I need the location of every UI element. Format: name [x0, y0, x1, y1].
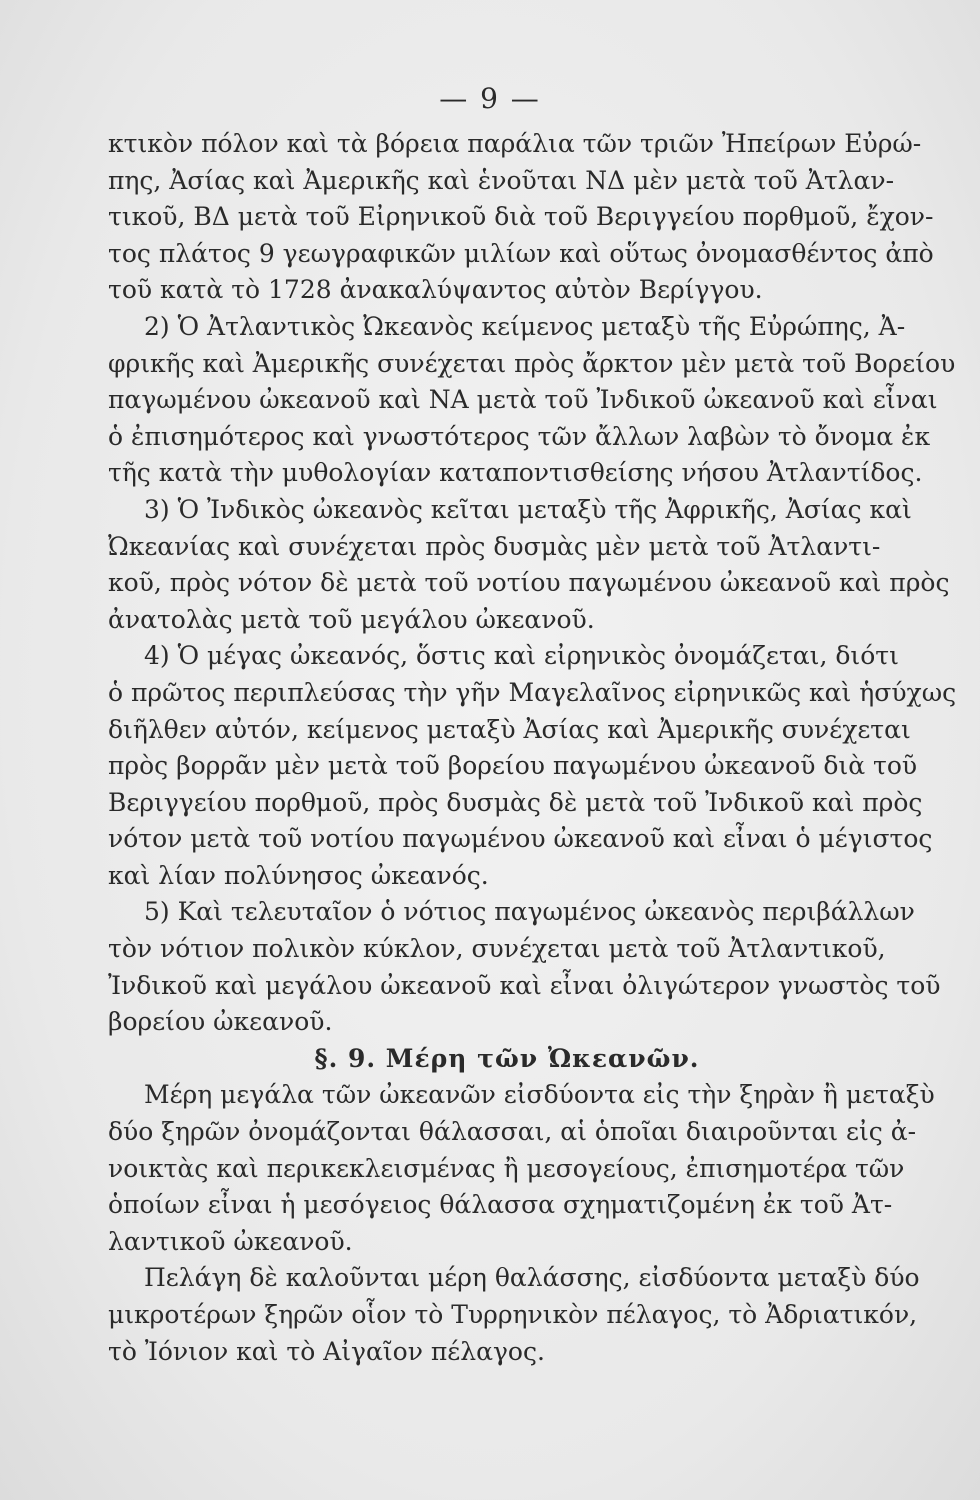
- text-line: ὁ ἐπισημότερος καὶ γνωστότερος τῶν ἄλλων λαβὼν τὸ ὄνομα ἐκ: [108, 421, 931, 451]
- text-line: τικοῦ, ΒΔ μετὰ τοῦ Εἰρηνικοῦ διὰ τοῦ Βεριγγείου πορθμοῦ, ἔχον-: [108, 202, 934, 232]
- text-body: [108, 126, 957, 1370]
- text-line: κτικὸν πόλον καὶ τὰ βόρεια παράλια τῶν τριῶν Ἠπείρων Εὐρώ-: [108, 129, 922, 158]
- text-line: 2) Ὁ Ἀτλαντικὸς Ὠκεανὸς κείμενος μεταξὺ τῆς Εὐρώπης, Ἀ-: [144, 311, 906, 341]
- text-line: νοικτὰς καὶ περικεκλεισμένας ἢ μεσογείους, ἐπισημοτέρα τῶν: [108, 1153, 905, 1183]
- text-line: ἀνατολὰς μετὰ τοῦ μεγάλου ὠκεανοῦ.: [108, 604, 595, 634]
- text-line: Ὠκεανίας καὶ συνέχεται πρὸς δυσμὰς μὲν μετὰ τοῦ Ἀτλαντι-: [108, 531, 881, 561]
- text-line: τὸν νότιον πολικὸν κύκλον, συνέχεται μετὰ τοῦ Ἀτλαντικοῦ,: [108, 934, 886, 964]
- text-line: πης, Ἀσίας καὶ Ἀμερικῆς καὶ ἑνοῦται ΝΔ μὲν μετὰ τοῦ Ἀτλαν-: [108, 165, 895, 195]
- text-line: 5) Καὶ τελευταῖον ὁ νότιος παγωμένος ὠκεανὸς περιβάλλων: [144, 897, 915, 927]
- text-line: Βεριγγείου πορθμοῦ, πρὸς δυσμὰς δὲ μετὰ τοῦ Ἰνδικοῦ καὶ πρὸς: [108, 787, 923, 817]
- text-line: 4) Ὁ μέγας ὠκεανός, ὅστις καὶ εἰρηνικὸς ὀνομάζεται, διότι: [144, 641, 899, 671]
- section-heading: §. 9. Μέρη τῶν Ὠκεανῶν.: [314, 1043, 700, 1073]
- text-line: διῆλθεν αὐτόν, κείμενος μεταξὺ Ἀσίας καὶ Ἀμερικῆς συνέχεται: [108, 714, 911, 744]
- text-line: πρὸς βορρᾶν μὲν μετὰ τοῦ βορείου παγωμένου ὠκεανοῦ διὰ τοῦ: [108, 751, 918, 781]
- text-line: βορείου ὠκεανοῦ.: [108, 1007, 333, 1037]
- text-line: τὸ Ἰόνιον καὶ τὸ Αἰγαῖον πέλαγος.: [108, 1336, 545, 1366]
- text-line: φρικῆς καὶ Ἀμερικῆς συνέχεται πρὸς ἄρκτον μὲν μετὰ τοῦ Βορείου: [108, 348, 956, 378]
- text-line: καὶ λίαν πολύνησος ὠκεανός.: [108, 860, 489, 890]
- text-line: Ἰνδικοῦ καὶ μεγάλου ὠκεανοῦ καὶ εἶναι ὀλιγώτερον γνωστὸς τοῦ: [108, 970, 941, 1000]
- page-number: — 9 —: [439, 82, 541, 115]
- text-line: ὁποίων εἶναι ἡ μεσόγειος θάλασσα σχηματιζομένη ἐκ τοῦ Ἀτ-: [108, 1190, 893, 1220]
- text-line: τος πλάτος 9 γεωγραφικῶν μιλίων καὶ οὕτως ὀνομασθέντος ἀπὸ: [108, 238, 934, 268]
- text-line: δύο ξηρῶν ὀνομάζονται θάλασσαι, αἱ ὁποῖαι διαιροῦνται εἰς ἀ-: [108, 1117, 917, 1147]
- text-line: Μέρη μεγάλα τῶν ὠκεανῶν εἰσδύοντα εἰς τὴν ξηρὰν ἢ μεταξὺ: [144, 1080, 935, 1110]
- text-line: νότον μετὰ τοῦ νοτίου παγωμένου ὠκεανοῦ καὶ εἶναι ὁ μέγιστος: [108, 824, 933, 854]
- text-line: λαντικοῦ ὠκεανοῦ.: [108, 1226, 353, 1256]
- text-line: κοῦ, πρὸς νότον δὲ μετὰ τοῦ νοτίου παγωμένου ὠκεανοῦ καὶ πρὸς: [108, 568, 950, 598]
- text-line: ὁ πρῶτος περιπλεύσας τὴν γῆν Μαγελαῖνος εἰρηνικῶς καὶ ἡσύχως: [108, 677, 957, 707]
- text-line: 3) Ὁ Ἰνδικὸς ὠκεανὸς κεῖται μεταξὺ τῆς Ἀφρικῆς, Ἀσίας καὶ: [144, 494, 912, 524]
- text-line: Πελάγη δὲ καλοῦνται μέρη θαλάσσης, εἰσδύοντα μεταξὺ δύο: [144, 1263, 920, 1293]
- text-line: παγωμένου ὠκεανοῦ καὶ ΝΑ μετὰ τοῦ Ἰνδικοῦ ὠκεανοῦ καὶ εἶναι: [108, 385, 938, 415]
- text-line: τοῦ κατὰ τὸ 1728 ἀνακαλύψαντος αὐτὸν Βερίγγου.: [108, 275, 763, 305]
- text-line: μικροτέρων ξηρῶν οἷον τὸ Τυρρηνικὸν πέλαγος, τὸ Ἀδριατικόν,: [108, 1300, 918, 1329]
- text-line: τῆς κατὰ τὴν μυθολογίαν καταποντισθείσης νήσου Ἀτλαντίδος.: [108, 458, 923, 488]
